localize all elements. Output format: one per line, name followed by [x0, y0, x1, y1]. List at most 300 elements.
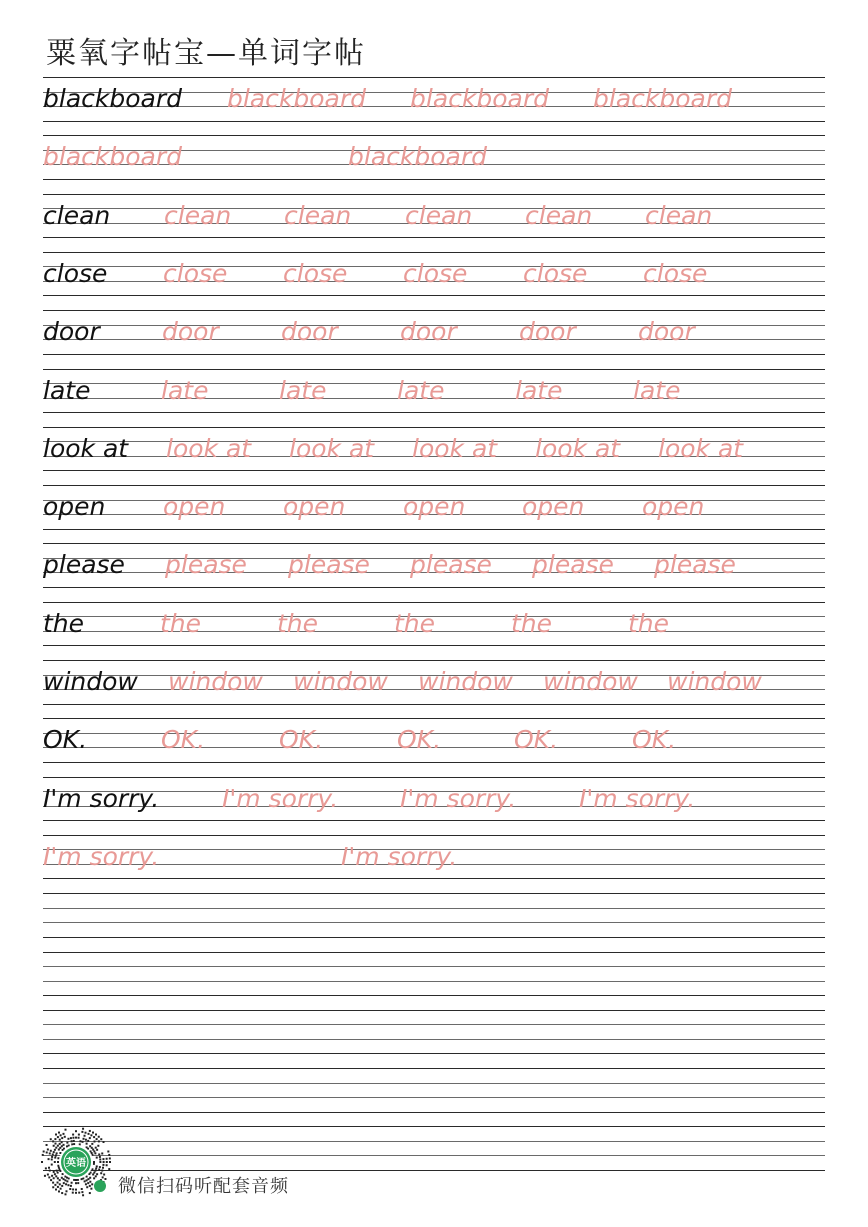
- qr-dot: [91, 1147, 93, 1149]
- trace-word: window: [418, 667, 513, 696]
- trace-word: blackboard: [227, 84, 366, 113]
- qr-dot: [45, 1167, 47, 1169]
- qr-dot: [98, 1136, 100, 1138]
- writing-row: [43, 660, 825, 704]
- trace-word: clean: [525, 200, 593, 230]
- trace-word: please: [165, 550, 247, 580]
- ruling-line: [43, 878, 825, 879]
- qr-dot: [54, 1173, 56, 1175]
- trace-word: window: [168, 667, 263, 696]
- qr-dot: [66, 1142, 68, 1144]
- qr-dot: [91, 1154, 93, 1156]
- ruling-line: [43, 995, 825, 996]
- row-words: [43, 82, 825, 116]
- qr-dot: [52, 1182, 54, 1184]
- qr-dot: [90, 1188, 92, 1190]
- qr-dot: [87, 1148, 89, 1150]
- qr-dot: [50, 1150, 52, 1152]
- model-word: blackboard: [43, 84, 182, 113]
- model-word: OK.: [43, 725, 88, 755]
- trace-word: please: [288, 550, 370, 580]
- ruling-line: [43, 937, 825, 938]
- qr-dot: [67, 1138, 69, 1140]
- trace-word: open: [403, 492, 466, 522]
- trace-word: close: [163, 258, 228, 288]
- qr-dot: [54, 1149, 56, 1151]
- qr-dot: [61, 1137, 63, 1139]
- qr-dot: [85, 1139, 87, 1141]
- qr-dot: [68, 1145, 70, 1147]
- model-word: late: [43, 375, 91, 405]
- qr-dot: [92, 1132, 94, 1134]
- row-words: [43, 782, 825, 816]
- trace-word: door: [638, 317, 695, 347]
- qr-dot: [95, 1133, 97, 1135]
- trace-word: window: [667, 667, 762, 696]
- trace-word: the: [394, 608, 436, 638]
- trace-word: the: [628, 608, 670, 638]
- writing-row: [43, 718, 825, 762]
- qr-badge-label: 英语: [66, 1158, 86, 1169]
- qr-dot: [57, 1182, 59, 1184]
- qr-dot: [72, 1134, 74, 1136]
- ruling-line: [43, 820, 825, 821]
- qr-dot: [53, 1145, 55, 1147]
- ruling-line: [43, 893, 825, 894]
- row-words: [43, 199, 825, 233]
- ruling-line: [43, 952, 825, 953]
- qr-dot: [101, 1152, 103, 1154]
- qr-corner-dot: [94, 1180, 106, 1192]
- qr-dot: [57, 1186, 59, 1188]
- qr-dot: [58, 1149, 60, 1151]
- qr-dot: [54, 1184, 56, 1186]
- trace-word: open: [163, 492, 226, 522]
- trace-word: clean: [405, 200, 473, 230]
- row-words: [43, 315, 825, 349]
- qr-dot: [92, 1149, 94, 1151]
- qr-dot: [90, 1134, 92, 1136]
- qr-dot: [94, 1152, 96, 1154]
- qr-dot: [99, 1161, 101, 1163]
- qr-dot: [94, 1170, 96, 1172]
- qr-dot: [63, 1144, 65, 1146]
- qr-dot: [93, 1172, 95, 1174]
- qr-dot: [96, 1165, 98, 1167]
- qr-dot: [89, 1185, 91, 1187]
- model-word: door: [43, 317, 100, 347]
- qr-dot: [54, 1143, 56, 1145]
- page-title: 粟氧字帖宝—单词字帖: [46, 36, 366, 71]
- qr-dot: [59, 1168, 61, 1170]
- trace-word: clean: [164, 200, 232, 230]
- qr-dot: [77, 1179, 79, 1181]
- row-words: [43, 1073, 825, 1107]
- trace-word: late: [633, 375, 681, 405]
- qr-dot: [42, 1154, 44, 1156]
- ruling-line: [43, 427, 825, 428]
- trace-word: window: [293, 667, 388, 696]
- qr-dot: [53, 1171, 55, 1173]
- qr-dot: [58, 1190, 60, 1192]
- ruling-line: [43, 1010, 825, 1011]
- qr-dot: [86, 1186, 88, 1188]
- qr-code-icon[interactable]: [40, 1126, 112, 1198]
- qr-dot: [51, 1164, 53, 1166]
- trace-word: look at: [289, 433, 375, 463]
- writing-row: [43, 543, 825, 587]
- qr-dot: [46, 1144, 48, 1146]
- ruling-line: [43, 645, 825, 646]
- qr-dot: [96, 1149, 98, 1151]
- row-words: [43, 723, 825, 757]
- writing-row: [43, 1068, 825, 1112]
- ruling-line: [43, 179, 825, 180]
- qr-dot: [87, 1178, 89, 1180]
- qr-dot: [91, 1143, 93, 1145]
- qr-dot: [57, 1161, 59, 1163]
- model-word: I'm sorry.: [43, 783, 160, 813]
- ruling-line: [43, 1068, 825, 1069]
- writing-row: [43, 427, 825, 471]
- row-words: [43, 490, 825, 524]
- writing-row: [43, 252, 825, 296]
- qr-dot: [96, 1157, 98, 1159]
- trace-word: blackboard: [43, 142, 182, 172]
- qr-dot: [41, 1161, 43, 1163]
- ruling-line: [43, 470, 825, 471]
- row-words: [43, 548, 825, 582]
- qr-dot: [59, 1139, 61, 1141]
- ruling-line: [43, 77, 825, 78]
- qr-dot: [48, 1167, 50, 1169]
- qr-dot: [102, 1176, 104, 1178]
- trace-word: blackboard: [410, 84, 549, 113]
- qr-dot: [89, 1181, 91, 1183]
- qr-dot: [54, 1157, 56, 1159]
- qr-dot: [52, 1153, 54, 1155]
- ruling-line: [43, 237, 825, 238]
- qr-dot: [64, 1179, 66, 1181]
- trace-word: door: [162, 317, 219, 347]
- trace-word: look at: [166, 433, 252, 463]
- qr-dot: [64, 1193, 66, 1195]
- qr-dot: [64, 1129, 66, 1131]
- qr-dot: [70, 1137, 72, 1139]
- trace-word: blackboard: [593, 84, 732, 113]
- qr-dot: [108, 1154, 110, 1156]
- qr-dot: [95, 1147, 97, 1149]
- qr-dot: [62, 1133, 64, 1135]
- trace-word: door: [281, 317, 338, 347]
- qr-dot: [75, 1130, 77, 1132]
- qr-dot: [93, 1161, 95, 1163]
- qr-dot: [108, 1168, 110, 1170]
- model-word: window: [43, 667, 138, 696]
- ruling-line: [43, 777, 825, 778]
- trace-word: look at: [412, 433, 498, 463]
- qr-dot: [87, 1182, 89, 1184]
- qr-dot: [89, 1130, 91, 1132]
- trace-word: the: [277, 608, 319, 638]
- row-words: [43, 1015, 825, 1049]
- qr-dot: [79, 1140, 81, 1142]
- qr-dot: [62, 1173, 64, 1175]
- trace-word: OK.: [279, 725, 324, 755]
- qr-dot: [50, 1138, 52, 1140]
- qr-dot: [92, 1173, 94, 1175]
- qr-dot: [104, 1178, 106, 1180]
- qr-dot: [51, 1175, 53, 1177]
- writing-row: [43, 952, 825, 996]
- qr-dot: [78, 1134, 80, 1136]
- qr-dot: [59, 1152, 61, 1154]
- trace-word: the: [511, 608, 553, 638]
- row-words: [43, 432, 825, 466]
- qr-dot: [53, 1151, 55, 1153]
- qr-dot: [71, 1143, 73, 1145]
- qr-dot: [63, 1148, 65, 1150]
- qr-dot: [59, 1143, 61, 1145]
- writing-row: [43, 77, 825, 121]
- qr-dot: [75, 1137, 77, 1139]
- qr-dot: [43, 1150, 45, 1152]
- row-words: [43, 840, 825, 874]
- trace-word: close: [283, 258, 348, 288]
- qr-dot: [75, 1189, 77, 1191]
- qr-dot: [61, 1192, 63, 1194]
- trace-word: late: [279, 375, 327, 405]
- qr-dot: [102, 1158, 104, 1160]
- qr-dot: [89, 1137, 91, 1139]
- qr-dot: [71, 1140, 73, 1142]
- trace-word: I'm sorry.: [400, 783, 517, 813]
- qr-dot: [57, 1136, 59, 1138]
- model-word: the: [43, 608, 85, 638]
- model-word: open: [43, 492, 106, 522]
- qr-dot: [77, 1182, 79, 1184]
- qr-dot: [46, 1151, 48, 1153]
- trace-word: window: [543, 667, 638, 696]
- qr-dot: [89, 1177, 91, 1179]
- ruling-line: [43, 1053, 825, 1054]
- qr-dot: [82, 1194, 84, 1196]
- qr-dot: [61, 1145, 63, 1147]
- writing-row: [43, 194, 825, 238]
- ruling-line: [43, 543, 825, 544]
- qr-dot: [93, 1136, 95, 1138]
- trace-word: OK.: [632, 725, 677, 755]
- row-words: [43, 257, 825, 291]
- qr-dot: [56, 1170, 58, 1172]
- qr-dot: [50, 1179, 52, 1181]
- qr-dot: [81, 1131, 83, 1133]
- qr-dot: [57, 1157, 59, 1159]
- trace-word: please: [654, 550, 736, 580]
- ruling-line: [43, 369, 825, 370]
- qr-dot: [101, 1170, 103, 1172]
- trace-word: late: [161, 375, 209, 405]
- writing-row: [43, 893, 825, 937]
- qr-dot: [91, 1168, 93, 1170]
- qr-dot: [73, 1179, 75, 1181]
- footer-caption: 微信扫码听配套音频: [118, 1176, 289, 1197]
- ruling-line: [43, 121, 825, 122]
- qr-dot: [88, 1133, 90, 1135]
- qr-dot: [57, 1145, 59, 1147]
- ruling-line: [43, 135, 825, 136]
- trace-word: close: [643, 258, 708, 288]
- qr-dot: [86, 1179, 88, 1181]
- qr-dot: [93, 1150, 95, 1152]
- qr-dot: [99, 1156, 101, 1158]
- writing-row: [43, 1010, 825, 1054]
- qr-dot: [106, 1164, 108, 1166]
- trace-word: open: [642, 492, 705, 522]
- ruling-line: [43, 252, 825, 253]
- qr-dot: [49, 1170, 51, 1172]
- qr-dot: [55, 1189, 57, 1191]
- qr-dot: [47, 1148, 49, 1150]
- qr-dot: [65, 1190, 67, 1192]
- qr-dot: [61, 1177, 63, 1179]
- qr-dot: [71, 1182, 73, 1184]
- qr-dot: [70, 1185, 72, 1187]
- qr-dot: [53, 1177, 55, 1179]
- qr-dot: [44, 1175, 46, 1177]
- ruling-line: [43, 835, 825, 836]
- qr-dot: [98, 1169, 100, 1171]
- qr-dot: [57, 1177, 59, 1179]
- trace-word: door: [519, 317, 576, 347]
- qr-dot: [48, 1176, 50, 1178]
- qr-dot: [99, 1166, 101, 1168]
- qr-dot: [59, 1183, 61, 1185]
- qr-dot: [75, 1179, 77, 1181]
- trace-word: I'm sorry.: [579, 783, 696, 813]
- qr-dot: [102, 1164, 104, 1166]
- ruling-line: [43, 704, 825, 705]
- qr-dot: [85, 1183, 87, 1185]
- trace-word: I'm sorry.: [222, 783, 339, 813]
- qr-dot: [66, 1180, 68, 1182]
- qr-dot: [55, 1175, 57, 1177]
- qr-dot: [63, 1182, 65, 1184]
- qr-dot: [48, 1158, 50, 1160]
- trace-word: look at: [658, 433, 744, 463]
- qr-dot: [65, 1183, 67, 1185]
- qr-dot: [106, 1158, 108, 1160]
- qr-dot: [54, 1138, 56, 1140]
- ruling-line: [43, 1112, 825, 1113]
- qr-dot: [83, 1138, 85, 1140]
- trace-word: look at: [535, 433, 621, 463]
- model-word: clean: [43, 200, 111, 230]
- qr-dot: [47, 1174, 49, 1176]
- qr-dot: [109, 1157, 111, 1159]
- qr-dot: [82, 1141, 84, 1143]
- row-words: [43, 374, 825, 408]
- writing-row: [43, 835, 825, 879]
- row-words: [43, 898, 825, 932]
- qr-dot: [81, 1191, 83, 1193]
- qr-dot: [63, 1178, 65, 1180]
- ruling-line: [43, 310, 825, 311]
- ruling-line: [43, 354, 825, 355]
- qr-dot: [95, 1168, 97, 1170]
- qr-dot: [96, 1173, 98, 1175]
- qr-dot: [51, 1158, 53, 1160]
- qr-dot: [51, 1156, 53, 1158]
- qr-dot: [72, 1188, 74, 1190]
- qr-dot: [86, 1176, 88, 1178]
- trace-word: open: [522, 492, 585, 522]
- qr-dot: [107, 1150, 109, 1152]
- qr-dot: [98, 1153, 100, 1155]
- trace-word: OK.: [161, 725, 206, 755]
- writing-row: [43, 485, 825, 529]
- ruling-line: [43, 718, 825, 719]
- qr-dot: [84, 1135, 86, 1137]
- qr-dot: [103, 1174, 105, 1176]
- qr-dot: [52, 1140, 54, 1142]
- ruling-line: [43, 529, 825, 530]
- trace-word: blackboard: [348, 142, 487, 172]
- qr-dot: [72, 1192, 74, 1194]
- trace-word: close: [523, 258, 588, 288]
- qr-dot: [64, 1136, 66, 1138]
- row-words: [43, 607, 825, 641]
- qr-dot: [93, 1163, 95, 1165]
- qr-dot: [93, 1140, 95, 1142]
- trace-word: I'm sorry.: [43, 841, 160, 871]
- row-words: [43, 140, 825, 174]
- qr-dot: [84, 1180, 86, 1182]
- qr-dot: [81, 1178, 83, 1180]
- qr-dot: [95, 1175, 97, 1177]
- qr-dot: [100, 1138, 102, 1140]
- writing-sheet: [43, 77, 825, 1117]
- qr-dot: [52, 1186, 54, 1188]
- qr-dot: [61, 1185, 63, 1187]
- trace-word: clean: [645, 200, 713, 230]
- qr-dot: [72, 1137, 74, 1139]
- ruling-line: [43, 194, 825, 195]
- qr-dot: [78, 1192, 80, 1194]
- qr-dot: [58, 1167, 60, 1169]
- ruling-line: [43, 587, 825, 588]
- ruling-line: [43, 762, 825, 763]
- trace-word: late: [397, 375, 445, 405]
- qr-dot: [89, 1192, 91, 1194]
- qr-dot: [54, 1161, 56, 1163]
- ruling-line: [43, 602, 825, 603]
- qr-dot: [98, 1140, 100, 1142]
- qr-dot: [73, 1143, 75, 1145]
- trace-word: OK.: [514, 725, 559, 755]
- trace-word: late: [515, 375, 563, 405]
- footer: [40, 1126, 440, 1206]
- qr-dot: [109, 1161, 111, 1163]
- qr-dot: [59, 1179, 61, 1181]
- qr-dot: [102, 1167, 104, 1169]
- qr-dot: [56, 1152, 58, 1154]
- writing-row: [43, 602, 825, 646]
- qr-dot: [75, 1192, 77, 1194]
- qr-dot: [69, 1188, 71, 1190]
- writing-row: [43, 369, 825, 413]
- qr-dot: [61, 1141, 63, 1143]
